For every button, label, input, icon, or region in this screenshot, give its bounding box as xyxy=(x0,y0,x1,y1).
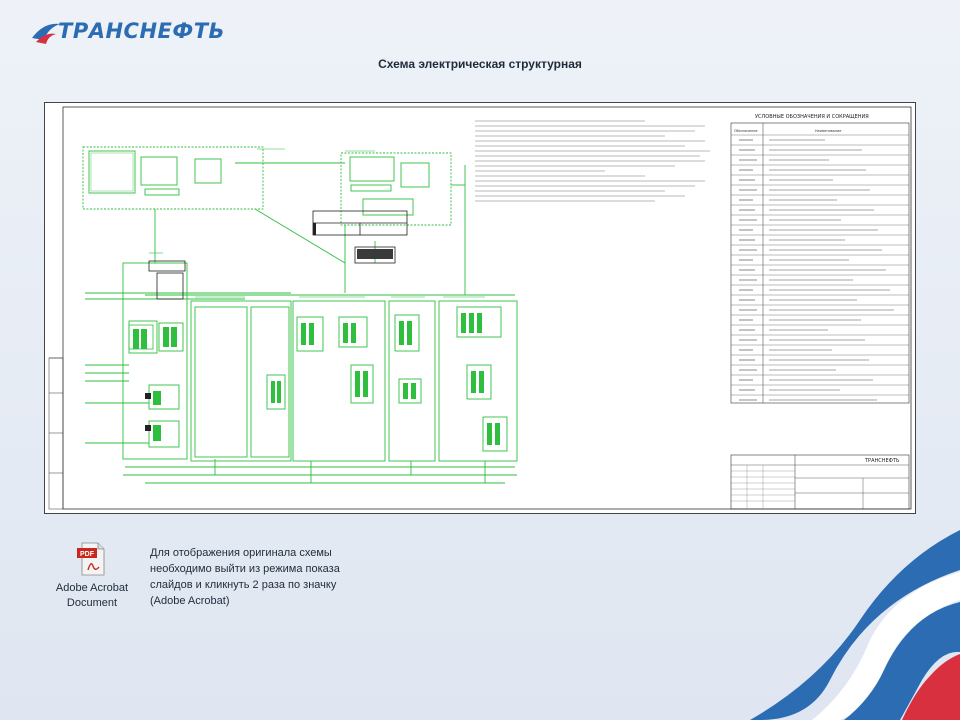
pdf-icon-text: PDF xyxy=(80,551,94,558)
legend-title: УСЛОВНЫЕ ОБОЗНАЧЕНИЯ И СОКРАЩЕНИЯ xyxy=(755,114,869,120)
legend-col-name: Наименование xyxy=(815,129,842,133)
legend-col-designation: Обозначение xyxy=(734,129,758,133)
attachment-label[interactable] xyxy=(42,581,142,611)
brand-name: ТРАНСНЕФТЬ xyxy=(58,19,226,43)
slide-title: Схема электрическая структурная xyxy=(378,57,582,71)
stamp-org: ТРАНСНЕФТЬ xyxy=(865,458,900,464)
open-original-hint: Для отображения оригинала схемы необходимо выйти из режима показа слайдов и кликнуть 2 раза по значку (Adobe Acrobat) xyxy=(150,547,340,607)
attachment-label-line1: Adobe Acrobat xyxy=(55,582,129,594)
attachment-label-line2: Document xyxy=(66,597,118,609)
electrical-schematic-drawing xyxy=(44,102,916,514)
pdf-icon[interactable] xyxy=(76,542,108,576)
brand-swoosh-graphic xyxy=(750,530,960,720)
